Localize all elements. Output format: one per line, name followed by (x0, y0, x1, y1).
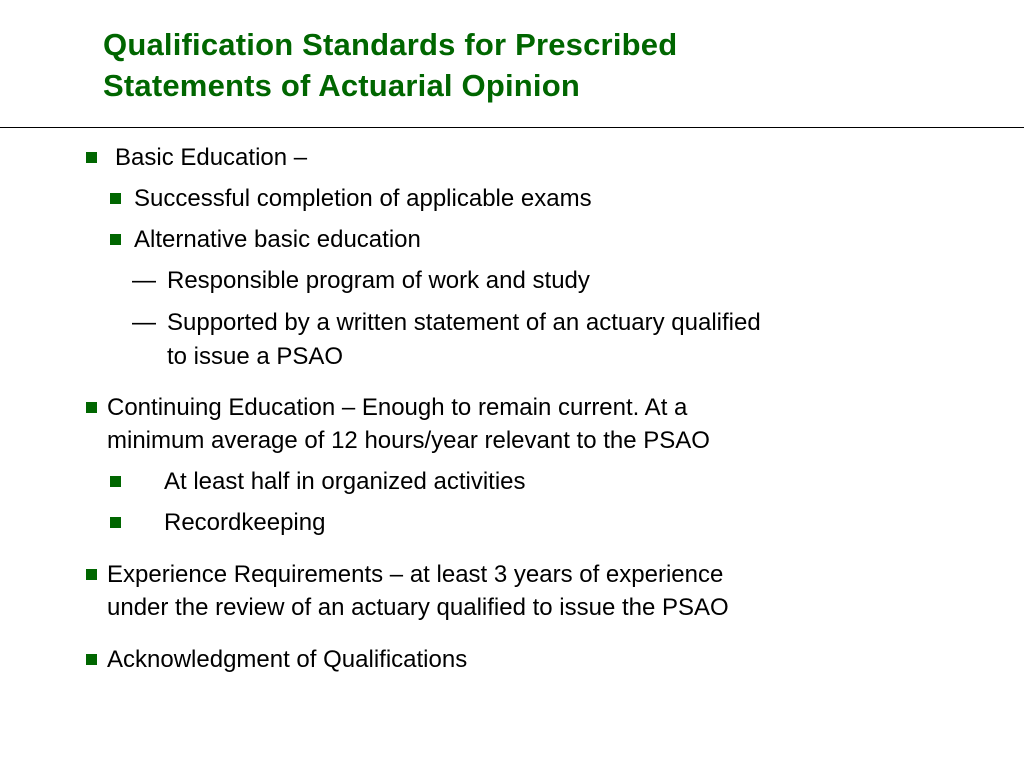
square-bullet-icon (110, 193, 121, 204)
square-bullet-icon (110, 476, 121, 487)
square-bullet-icon (110, 517, 121, 528)
sub-bullet-alternative-education: Alternative basic education (134, 226, 421, 253)
bullet-continuing-education-line-2: minimum average of 12 hours/year relevant to the PSAO (107, 427, 710, 454)
square-bullet-icon (110, 234, 121, 245)
dash-item-statement-line-2: to issue a PSAO (167, 343, 344, 370)
bullet-basic-education: Basic Education – (115, 144, 308, 171)
bullet-experience-line-2: under the review of an actuary qualified to issue the PSAO (107, 594, 729, 621)
sub-bullet-exams: Successful completion of applicable exams (134, 185, 592, 212)
em-dash-bullet-icon: — (132, 309, 156, 336)
em-dash-bullet-icon: — (132, 267, 156, 294)
bullet-experience-line-1: Experience Requirements – at least 3 years of experience (107, 561, 724, 588)
square-bullet-icon (86, 654, 97, 665)
sub-bullet-recordkeeping: Recordkeeping (164, 509, 326, 536)
sub-bullet-organized-activities: At least half in organized activities (164, 468, 526, 495)
title-divider (0, 127, 1024, 128)
bullet-continuing-education-line-1: Continuing Education – Enough to remain current. At a (107, 394, 688, 421)
dash-item-statement-line-1: Supported by a written statement of an actuary qualified (167, 309, 761, 336)
square-bullet-icon (86, 402, 97, 413)
square-bullet-icon (86, 152, 97, 163)
square-bullet-icon (86, 569, 97, 580)
dash-item-program: Responsible program of work and study (167, 267, 590, 294)
slide-title (103, 24, 677, 106)
slide-title-line-2: Statements of Actuarial Opinion (103, 68, 580, 103)
bullet-acknowledgment: Acknowledgment of Qualifications (107, 646, 468, 673)
slide-title-line-1: Qualification Standards for Prescribed (103, 27, 678, 62)
